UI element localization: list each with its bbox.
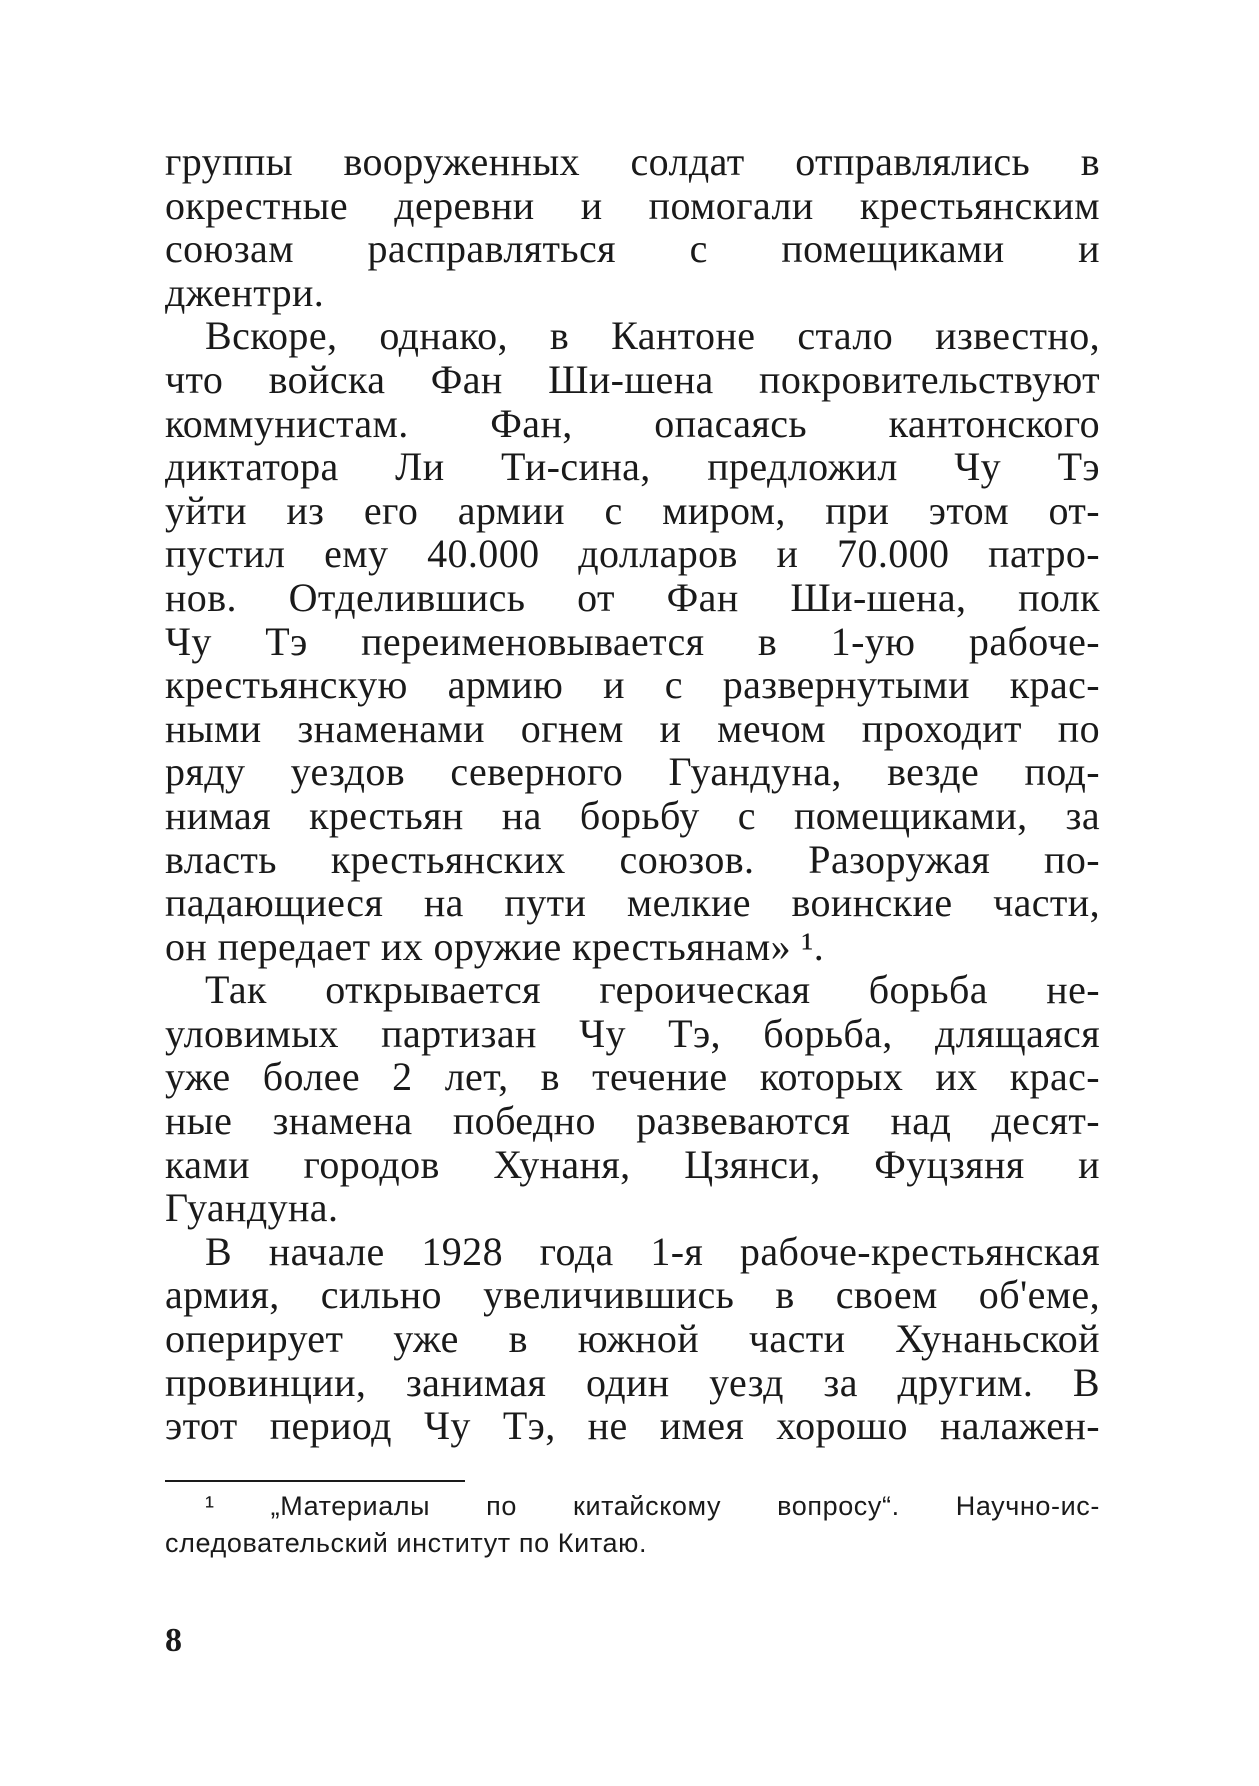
text-line: ные знамена победно развеваются над десят- [165, 1098, 1100, 1144]
text-line: армия, сильно увеличившись в своем об'еме, [165, 1272, 1100, 1318]
text-line: этот период Чу Тэ, не имея хорошо налажен- [165, 1403, 1100, 1449]
text-line: союзам расправляться с помещиками и [165, 226, 1100, 272]
text-line: падающиеся на пути мелкие воинские части, [165, 880, 1100, 926]
text-line: джентри. [165, 269, 325, 315]
text-line: нов. Отделившись от Фан Ши-шена, полк [165, 574, 1100, 620]
text-line: Так открывается героическая борьба не- [205, 967, 1100, 1013]
text-line: диктатора Ли Ти-сина, предложил Чу Тэ [165, 444, 1100, 490]
page-number: 8 [165, 1622, 182, 1659]
main-text [165, 140, 1100, 1448]
text-line: уже более 2 лет, в течение которых их крас- [165, 1054, 1100, 1100]
text-line: пустил ему 40.000 долларов и 70.000 патро- [165, 531, 1100, 577]
text-line: крестьянскую армию и с развернутыми крас- [165, 662, 1100, 708]
footnote-rule [165, 1480, 465, 1482]
text-line: уловимых партизан Чу Тэ, борьба, длящаяся [165, 1010, 1100, 1056]
text-line: В начале 1928 года 1-я рабоче-крестьянская [205, 1228, 1100, 1274]
text-line: что войска Фан Ши-шена покровительствуют [165, 356, 1100, 402]
text-line: Вскоре, однако, в Кантоне стало известно, [205, 313, 1100, 359]
text-line: он передает их оружие крестьянам» ¹. [165, 923, 825, 969]
text-line: власть крестьянских союзов. Разоружая по- [165, 836, 1100, 882]
text-line: ными знаменами огнем и мечом проходит по [165, 705, 1100, 751]
text-line: Гуандуна. [165, 1185, 339, 1231]
text-line: провинции, занимая один уезд за другим. В [165, 1359, 1100, 1405]
footnote-line: ¹ „Материалы по китайскому вопросу“. Научно-ис- [205, 1491, 1100, 1521]
text-line: нимая крестьян на борьбу с помещиками, за [165, 792, 1100, 838]
text-line: оперирует уже в южной части Хунаньской [165, 1316, 1100, 1362]
text-line: ряду уездов северного Гуандуна, везде под- [165, 749, 1100, 795]
text-line: уйти из его армии с миром, при этом от- [165, 487, 1100, 533]
footnote [165, 1488, 1100, 1562]
text-line: ками городов Хунаня, Цзянси, Фуцзяня и [165, 1141, 1100, 1187]
text-line: группы вооруженных солдат отправлялись в [165, 139, 1100, 184]
text-line: окрестные деревни и помогали крестьянским [165, 182, 1100, 228]
text-line: коммунистам. Фан, опасаясь кантонского [165, 400, 1100, 446]
text-line: Чу Тэ переименовывается в 1-ую рабоче- [165, 618, 1100, 664]
footnote-line: следовательский институт по Китаю. [165, 1528, 648, 1558]
